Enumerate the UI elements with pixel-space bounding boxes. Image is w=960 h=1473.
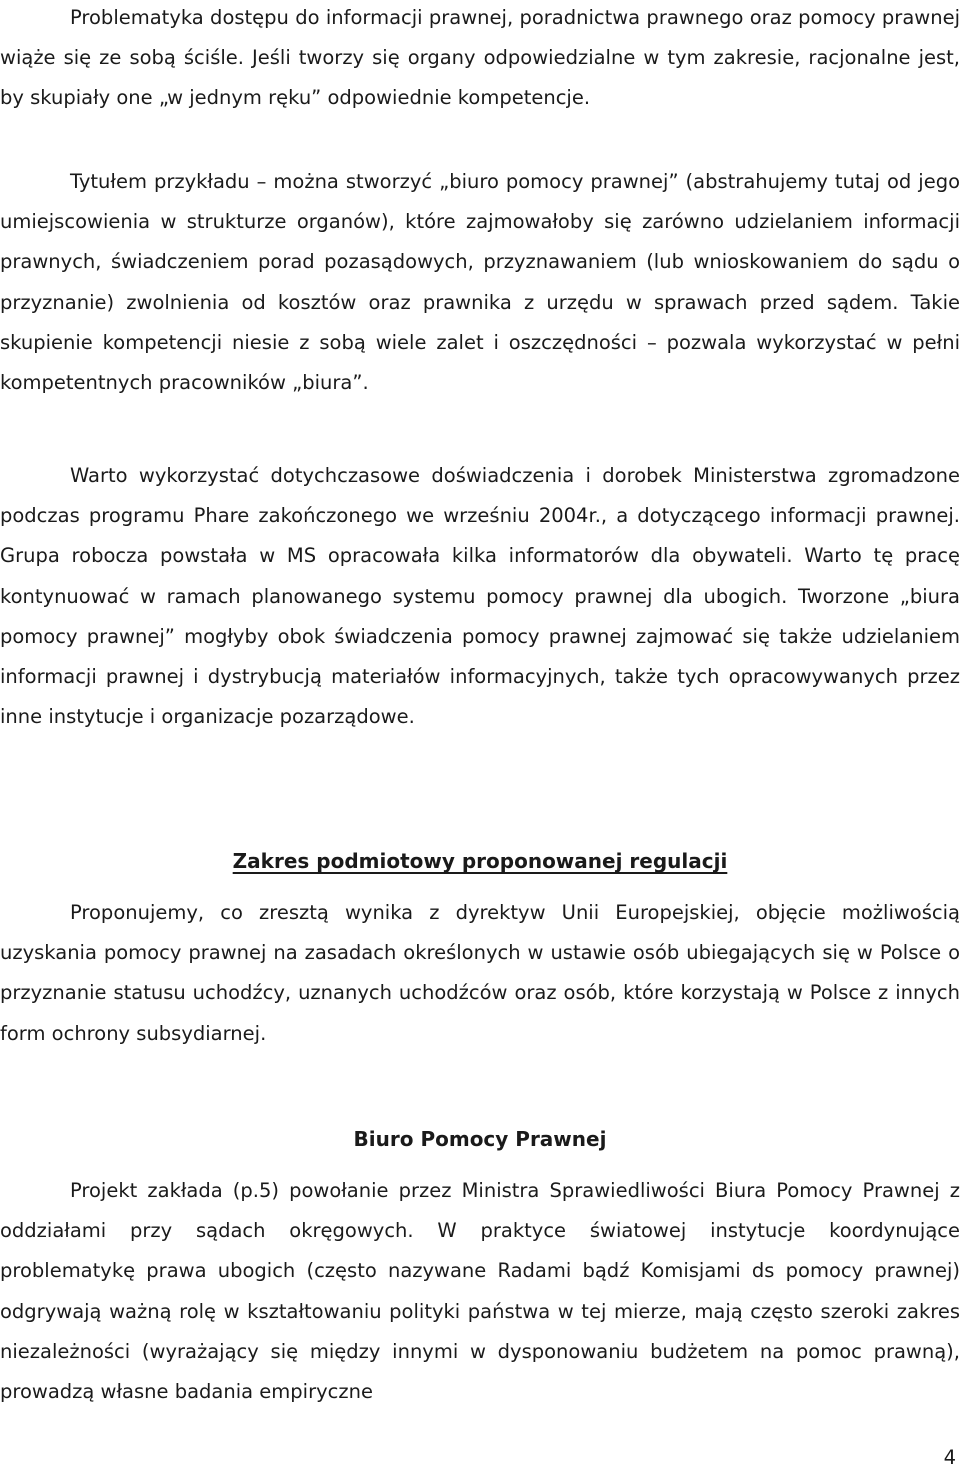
heading-subject-scope: Zakres podmiotowy proponowanej regulacji — [232, 849, 728, 873]
heading-legal-aid-office: Biuro Pomocy Prawnej — [353, 1127, 607, 1151]
paragraph-legal-aid-office-example: Tytułem przykładu – można stworzyć „biuro pomocy prawnej” (abstrahujemy tutaj od jego umiejscowienia w strukturze organów), które zajmowałoby się zarówno udzielaniem informacji prawnych, świadczeniem porad pozasądowych, przyznawaniem (lub wnioskowaniem do sądu o przyznanie) zwolnienia od kosztów oraz prawnika z urzędu w sprawach przed sądem. Takie skupienie kompetencji niesie z sobą wiele zalet i oszczędności – pozwala wykorzystać w pełni kompetentnych pracowników „biura”. — [0, 170, 960, 395]
paragraph-ministry-experience: Warto wykorzystać dotychczasowe doświadczenia i dorobek Ministerstwa zgromadzone podczas programu Phare zakończonego we wrześniu 2004r., a dotyczącego informacji prawnej. Grupa robocza powstała w MS opracowała kilka informatorów dla obywateli. Warto tę pracę kontynuować w ramach planowanego systemu pomocy prawnej dla ubogich. Tworzone „biura pomocy prawnej” mogłyby obok świadczenia pomocy prawnej zajmować się także udzielaniem informacji prawnej i dystrybucją materiałów informacyjnych, także tych opracowywanych przez inne instytucje i organizacje pozarządowe. — [0, 464, 960, 729]
paragraph-legal-information-competences: Problematyka dostępu do informacji prawnej, poradnictwa prawnego oraz pomocy prawnej wiąże się ze sobą ściśle. Jeśli tworzy się organy odpowiedzialne w tym zakresie, racjonalne jest, by skupiały one „w jednym ręku” odpowiednie kompetencje. — [0, 6, 960, 110]
page-number: 4 — [943, 1446, 956, 1469]
paragraph-office-project: Projekt zakłada (p.5) powołanie przez Ministra Sprawiedliwości Biura Pomocy Prawnej z oddziałami przy sądach okręgowych. W praktyce światowej instytucje koordynujące problematykę prawa ubogich (często nazywane Radami bądź Komisjami ds pomocy prawnej) odgrywają ważną rolę w kształtowaniu polityki państwa w tej mierze, mają często szeroki zakres niezależności (wyrażający się między innymi w dysponowaniu budżetem na pomoc prawną), prowadzą własne badania empiryczne — [0, 1179, 960, 1404]
paragraph-refugees-scope: Proponujemy, co zresztą wynika z dyrektyw Unii Europejskiej, objęcie możliwością uzyskania pomocy prawnej na zasadach określonych w ustawie osób ubiegających się w Polsce o przyznanie statusu uchodźcy, uznanych uchodźców oraz osób, które korzystają w Polsce z innych form ochrony subsydiarnej. — [0, 901, 960, 1045]
